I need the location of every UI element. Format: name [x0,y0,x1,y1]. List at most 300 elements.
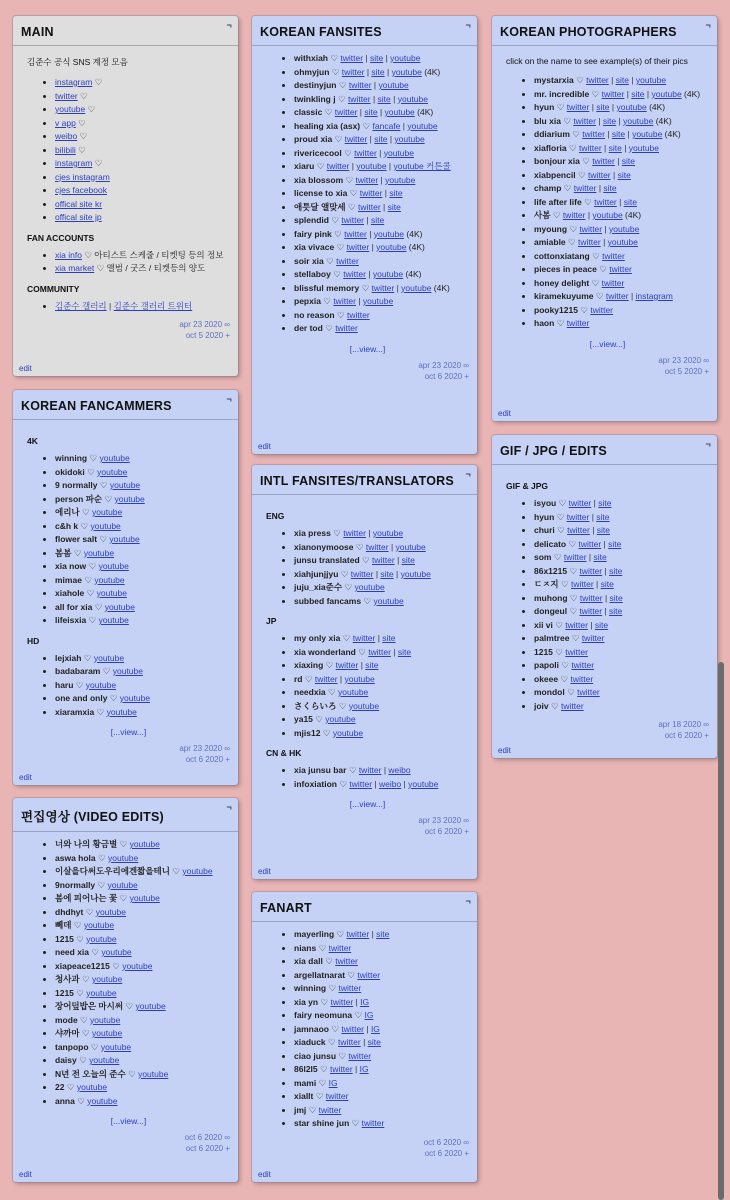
link-youtube[interactable]: youtube [129,893,160,903]
link-youtube[interactable]: youtube [623,115,654,126]
heart-icon: ♡ [80,520,89,531]
edit-link[interactable]: edit [19,1170,32,1179]
link-twitter[interactable]: twitter [586,75,609,85]
link-twitter[interactable]: twitter [579,606,603,616]
link-site[interactable]: site [377,93,391,104]
entry-name: honey delight [534,277,590,288]
link-twitter[interactable]: twitter [579,565,603,576]
list-item [294,255,469,269]
link-twitter[interactable]: twitter [578,142,602,153]
link-youtube[interactable]: youtube [635,75,667,85]
list-item [55,601,230,615]
link-youtube[interactable]: youtube [356,161,387,171]
link-twitter[interactable]: twitter [578,538,602,549]
link-site[interactable]: site [602,115,617,126]
link-twitter[interactable]: twitter [338,983,362,993]
link-youtube[interactable]: youtube [99,453,130,463]
link-ig[interactable]: IG [359,1064,369,1074]
view-more-link[interactable]: [...view...] [349,799,386,809]
link-twitter[interactable]: twitter [590,304,613,315]
view-more-link[interactable]: [...view...] [349,343,386,354]
link[interactable]: weibo [55,131,78,141]
link-twitter[interactable]: twitter [341,215,364,225]
link-twitter[interactable]: twitter [573,183,597,193]
link-youtube[interactable]: youtube [86,933,117,944]
heart-icon: ♡ [560,673,569,684]
link-twitter[interactable]: twitter [348,80,372,90]
link-youtube[interactable]: youtube [93,652,125,663]
panel-title: INTL FANSITES/TRANSLATORS ¬ [252,465,477,495]
link-site[interactable]: site [364,107,378,117]
link-youtube[interactable]: youtube [83,547,115,558]
link-twitter[interactable]: twitter [368,646,391,657]
link-youtube[interactable]: youtube [401,282,432,293]
link-youtube[interactable]: youtube [384,107,415,117]
link-site[interactable]: site [594,619,609,630]
heart-icon: ♡ [328,983,337,993]
main-intro: 김준수 공식 SNS 계정 모음 [27,57,128,67]
link-youtube[interactable]: youtube [92,1028,123,1038]
link-twitter[interactable]: twitter [358,765,382,775]
link-youtube[interactable]: youtube [182,866,213,876]
link-twitter[interactable]: twitter [372,555,395,565]
entry-name: fairy neomuna [294,1010,353,1020]
link-youtube[interactable]: youtube [325,714,356,724]
link-twitter[interactable]: twitter [587,169,611,180]
link-twitter[interactable]: twitter [359,188,383,198]
link[interactable]: bilibili [55,144,76,155]
quality-tag: (4K) [681,88,701,99]
collapse-icon[interactable]: ¬ [465,20,471,30]
link-youtube[interactable]: youtube [90,1014,121,1025]
link-twitter[interactable]: twitter [341,1023,364,1034]
link[interactable]: instagram [55,158,93,168]
link-site[interactable]: site [401,555,415,565]
link-youtube[interactable]: youtube [85,679,117,690]
edit-link[interactable]: edit [258,442,271,451]
link-youtube[interactable]: youtube [107,879,138,890]
collapse-icon[interactable]: ¬ [226,802,232,812]
list-item [55,493,230,507]
entry-name: jmj [294,1104,307,1115]
link-site[interactable]: site [371,66,385,77]
list-item: • rd ♡ twitter | youtube [294,673,469,687]
link-twitter[interactable]: twitter [335,660,359,670]
link-youtube[interactable]: youtube [395,541,426,552]
entry-name: nians [294,942,317,953]
link-twitter[interactable]: twitter [354,147,377,158]
link[interactable]: 김준수 갤러리 [55,300,107,311]
link-youtube[interactable]: youtube [407,120,438,131]
entry-name: xia junsu bar [294,765,347,775]
link-twitter[interactable]: twitter [347,93,371,104]
entry-name: xiaduck [294,1037,326,1047]
entry-name: xia press [294,528,331,538]
link-youtube[interactable]: youtube [101,947,132,957]
list-item [55,1014,230,1028]
link-youtube[interactable]: youtube [95,906,126,917]
heart-icon: ♡ [349,188,358,198]
list-item [55,533,230,547]
link-site[interactable]: site [615,75,629,85]
link-twitter[interactable]: twitter [565,646,588,657]
link-youtube[interactable]: youtube [129,839,160,849]
link-twitter[interactable]: twitter [330,996,354,1007]
link-twitter[interactable]: twitter [343,269,366,279]
link-youtube[interactable]: youtube [98,561,129,571]
link-site[interactable]: site [389,188,403,198]
link-twitter[interactable]: twitter [371,282,395,293]
link-youtube[interactable]: youtube [378,80,409,90]
link-site[interactable]: site [617,169,631,180]
link-youtube[interactable]: youtube [391,66,422,77]
link-youtube[interactable]: youtube [92,974,123,984]
link-youtube[interactable]: youtube [92,507,123,517]
link-youtube[interactable]: youtube [383,147,414,158]
link-twitter[interactable]: twitter [566,102,590,112]
collapse-icon[interactable]: ¬ [226,394,232,404]
link-youtube[interactable]: youtube [372,528,404,538]
link-twitter[interactable]: twitter [349,778,373,789]
link-ig[interactable]: IG [360,996,370,1007]
link-twitter[interactable]: twitter [334,107,358,117]
link-twitter[interactable]: twitter [581,633,605,643]
link-twitter[interactable]: twitter [579,223,603,234]
link-youtube[interactable]: youtube [397,93,428,104]
view-more-link[interactable]: [...view...] [110,727,147,737]
list-item: • xianonymoose ♡ twitter | youtube [294,541,469,555]
link-youtube[interactable]: youtube [354,582,385,592]
entry-name: all for xia [55,601,93,612]
link-youtube[interactable]: youtube [362,296,394,306]
link-youtube[interactable]: youtube [83,920,115,930]
link[interactable]: cjes facebook [55,185,107,195]
link-youtube[interactable]: youtube [344,673,375,684]
link-twitter[interactable]: twitter [347,309,370,320]
list-item: • xia junsu bar ♡ twitter | weibo [294,764,469,778]
scrollbar[interactable] [718,662,724,1200]
entry-name: kiramekuyume [534,291,594,301]
link-twitter[interactable]: twitter [601,277,625,288]
edit-link[interactable]: edit [19,364,32,373]
entry-name: 9normally [55,879,96,890]
link-youtube[interactable]: youtube [373,228,405,239]
dates: oct 6 2020 ∞ oct 6 2020 + [184,1133,230,1153]
link-twitter[interactable]: twitter [577,687,600,697]
heart-icon: ♡ [94,601,103,612]
link-twitter[interactable]: twitter [358,201,381,212]
entry-name: winning [294,983,327,993]
heart-icon: ♡ [119,893,128,903]
link-youtube[interactable]: youtube [106,706,137,717]
link-site[interactable]: site [593,552,607,562]
link-ig[interactable]: IG [328,1077,338,1088]
link-youtube[interactable]: youtube [87,1095,118,1106]
link-twitter[interactable]: twitter [605,291,629,301]
link-twitter[interactable]: twitter [570,673,594,684]
link-twitter[interactable]: twitter [571,660,595,670]
link-youtube[interactable]: youtube [76,1082,108,1092]
link-youtube[interactable]: youtube [408,778,439,789]
link-twitter[interactable]: twitter [601,88,625,99]
link-site[interactable]: site [621,156,636,166]
heart-icon: ♡ [592,250,600,261]
link-youtube[interactable]: youtube [89,1055,120,1065]
link-site[interactable]: site [600,579,614,589]
link-twitter[interactable]: twitter [579,592,603,603]
link-site[interactable]: site [397,646,412,657]
entry-name: champ [534,183,562,193]
link-site[interactable]: site [367,1037,381,1047]
photographers-list [506,74,709,331]
link-youtube[interactable]: youtube [108,852,139,863]
section-heading: ENG [266,511,285,521]
link-twitter[interactable]: twitter [328,942,352,953]
entry-name: ciao junsu [294,1050,337,1061]
entry-name: myoung [534,223,568,234]
heart-icon: ♡ [339,778,347,789]
list-item: • delicato ♡ twitter | site [534,538,709,552]
link-youtube[interactable]: youtube [86,987,117,998]
heart-icon: ♡ [582,156,590,166]
link-twitter[interactable]: twitter [346,929,370,939]
entry-name: 뻬데 [55,920,72,930]
link-youtube[interactable]: youtube [114,493,145,504]
link-twitter[interactable]: twitter [573,115,596,126]
link-twitter[interactable]: twitter [566,318,590,328]
link-site[interactable]: site [380,568,394,579]
view-more-link[interactable]: [...view...] [110,1116,147,1126]
link-youtube[interactable]: youtube [104,601,135,612]
link-twitter[interactable]: twitter [341,66,365,77]
list-item [294,955,469,969]
link-youtube[interactable]: youtube [135,1001,166,1011]
link-ig[interactable]: IG [370,1023,380,1034]
entry-name: juju_xia준수 [294,582,343,592]
list-item [55,506,230,520]
link-youtube[interactable]: youtube [394,134,425,144]
link-twitter[interactable]: twitter [565,619,588,630]
link-twitter[interactable]: twitter [355,174,379,185]
entry-name: rd [294,673,303,684]
link-twitter[interactable]: twitter [330,1064,353,1074]
link-twitter[interactable]: twitter [594,196,617,207]
main-links [27,76,230,225]
link-twitter[interactable]: twitter [566,511,590,522]
edit-link[interactable]: edit [19,773,32,782]
link-youtube[interactable]: youtube [592,210,623,220]
collapse-icon[interactable]: ¬ [465,896,471,906]
link-site[interactable]: site [631,88,645,99]
link-youtube[interactable]: youtube [400,568,431,579]
link-youtube[interactable]: youtube [119,693,151,703]
heart-icon: ♡ [344,582,353,592]
link-youtube[interactable]: youtube [90,520,121,531]
link-youtube[interactable]: youtube [609,223,640,234]
entry-name: proud xia [294,134,333,144]
heart-icon: ♡ [128,1068,136,1079]
link-twitter[interactable]: twitter [609,264,632,274]
link-youtube[interactable]: youtube [109,534,140,544]
link-site[interactable]: site [598,498,612,508]
link-site[interactable]: site [608,538,622,549]
entry-name: N년 전 오늘의 준수 [55,1068,126,1079]
link-twitter[interactable]: twitter [350,568,374,579]
list-item [294,969,469,983]
link[interactable]: xia info [55,249,82,260]
link-youtube[interactable]: youtube [373,595,404,606]
heart-icon: ♡ [362,555,370,565]
list-item: • xia yn ♡ twitter | IG [294,996,469,1010]
link-twitter[interactable]: twitter [336,255,359,266]
link-twitter[interactable]: twitter [568,498,592,508]
link-youtube[interactable]: youtube [348,700,380,711]
link-youtube[interactable]: youtube [109,480,141,490]
link-twitter[interactable]: twitter [592,156,615,166]
link-youtube[interactable]: youtube [628,142,660,153]
heart-icon: ♡ [79,131,88,141]
link[interactable]: twitter [55,90,78,101]
link-youtube[interactable]: youtube [100,1041,132,1052]
link-twitter[interactable]: twitter [578,237,601,247]
link-youtube[interactable]: youtube [651,88,682,99]
list-item: • classic ♡ twitter | site | youtube (4K) [294,106,469,120]
link[interactable]: offical site jp [55,212,102,222]
link-site[interactable]: site [370,215,385,225]
link-twitter[interactable]: twitter [335,323,358,333]
link-twitter[interactable]: twitter [357,969,381,980]
link-youtube[interactable]: youtube [376,242,407,252]
collapse-icon[interactable]: ¬ [465,469,471,479]
link-youtube[interactable]: youtube [616,102,647,112]
link-twitter[interactable]: twitter [562,210,586,220]
heart-icon: ♡ [82,1028,90,1038]
link-twitter[interactable]: twitter [344,134,368,144]
link-site[interactable]: site [623,196,637,207]
link[interactable]: youtube [55,104,86,114]
link[interactable]: instagram [55,77,93,87]
link-youtube[interactable]: youtube [94,574,125,585]
link-ig[interactable]: IG [364,1010,374,1020]
collapse-icon[interactable]: ¬ [226,20,232,30]
link-site[interactable]: site [387,201,401,212]
link-twitter[interactable]: twitter [361,1118,385,1128]
list-item: • xia press ♡ twitter | youtube [294,527,469,541]
link-site[interactable]: site [365,660,379,670]
link-twitter[interactable]: twitter [348,1050,372,1061]
link-youtube[interactable]: youtube [332,727,364,738]
link-twitter[interactable]: twitter [365,541,389,552]
link-twitter[interactable]: twitter [335,956,358,966]
link-site[interactable]: site [596,525,610,535]
link-site[interactable]: site [382,633,396,643]
link-youtube[interactable]: youtube [122,960,153,971]
link-youtube[interactable]: youtube [138,1068,169,1079]
link-youtube[interactable]: youtube [112,666,143,676]
link-weibo[interactable]: weibo [388,765,411,775]
link-twitter[interactable]: twitter [344,228,367,239]
link-youtube[interactable]: youtube [372,269,404,279]
link[interactable]: offical site kr [55,198,103,209]
collapse-icon[interactable]: ¬ [705,20,711,30]
link-fancafe[interactable]: fancafe [372,120,401,131]
link-twitter[interactable]: twitter [338,1037,361,1047]
link-twitter[interactable]: twitter [326,161,350,171]
view-more-link[interactable]: [...view...] [589,338,626,349]
edit-link[interactable]: edit [498,409,511,418]
link-youtube[interactable]: youtube [390,53,421,63]
link-twitter[interactable]: twitter [561,700,584,711]
link-weibo[interactable]: weibo [378,778,402,789]
link-youtube[interactable]: youtube [632,129,663,139]
link-twitter[interactable]: twitter [571,579,594,589]
heart-icon: ♡ [599,264,607,274]
community-list [27,300,230,314]
entry-name: xia now [55,561,87,571]
link[interactable]: xia market [55,263,95,273]
link-twitter[interactable]: twitter [343,528,366,538]
link-twitter[interactable]: twitter [567,525,590,535]
list-item [294,1050,469,1064]
link-site[interactable]: site [596,102,610,112]
entry-name: 청사과 [55,974,80,984]
link-youtube[interactable]: youtube [98,615,129,625]
link-twitter[interactable]: twitter [318,1104,342,1115]
heart-icon: ♡ [591,88,600,99]
link-twitter[interactable]: twitter [333,296,356,306]
collapse-icon[interactable]: ¬ [705,439,711,449]
link-twitter[interactable]: twitter [582,129,605,139]
edit-link[interactable]: edit [258,1170,271,1179]
link-site[interactable]: site [608,142,622,153]
list-item [55,1054,230,1068]
link[interactable]: v app [55,117,76,128]
entry-name: 너와 나의 황금별 [55,839,118,849]
link-youtube-[interactable]: youtube 커튼콜 [393,161,451,171]
link-site[interactable]: site [376,929,390,939]
link-site[interactable]: site [596,511,610,522]
edit-link[interactable]: edit [258,867,271,876]
link[interactable]: 김준수 갤러리 트위터 [113,300,193,311]
link-twitter[interactable]: twitter [563,552,587,562]
link-twitter[interactable]: twitter [346,242,370,252]
link-youtube[interactable]: youtube [385,174,416,185]
link-twitter[interactable]: twitter [314,673,338,684]
link-site[interactable]: site [603,183,617,193]
link-twitter[interactable]: twitter [602,250,625,261]
link-twitter[interactable]: twitter [340,53,364,63]
list-item [55,249,230,263]
list-item: • ddiarium ♡ twitter | site | youtube (4K) [534,128,709,142]
link-site[interactable]: site [609,565,623,576]
link-site[interactable]: site [374,134,388,144]
link-site[interactable]: site [370,53,384,63]
link-twitter[interactable]: twitter [352,633,376,643]
list-item [55,90,230,104]
list-item [55,692,230,706]
link-youtube[interactable]: youtube [607,237,638,247]
link-youtube[interactable]: youtube [338,687,369,697]
edit-link[interactable]: edit [498,746,511,755]
link-instagram[interactable]: instagram [635,291,673,301]
link-site[interactable]: site [609,606,623,616]
link-youtube[interactable]: youtube [97,466,128,477]
link-site[interactable]: site [611,129,626,139]
link-twitter[interactable]: twitter [325,1091,349,1101]
link-site[interactable]: site [609,592,623,603]
link-youtube[interactable]: youtube [96,588,127,598]
link[interactable]: cjes instagram [55,171,110,182]
